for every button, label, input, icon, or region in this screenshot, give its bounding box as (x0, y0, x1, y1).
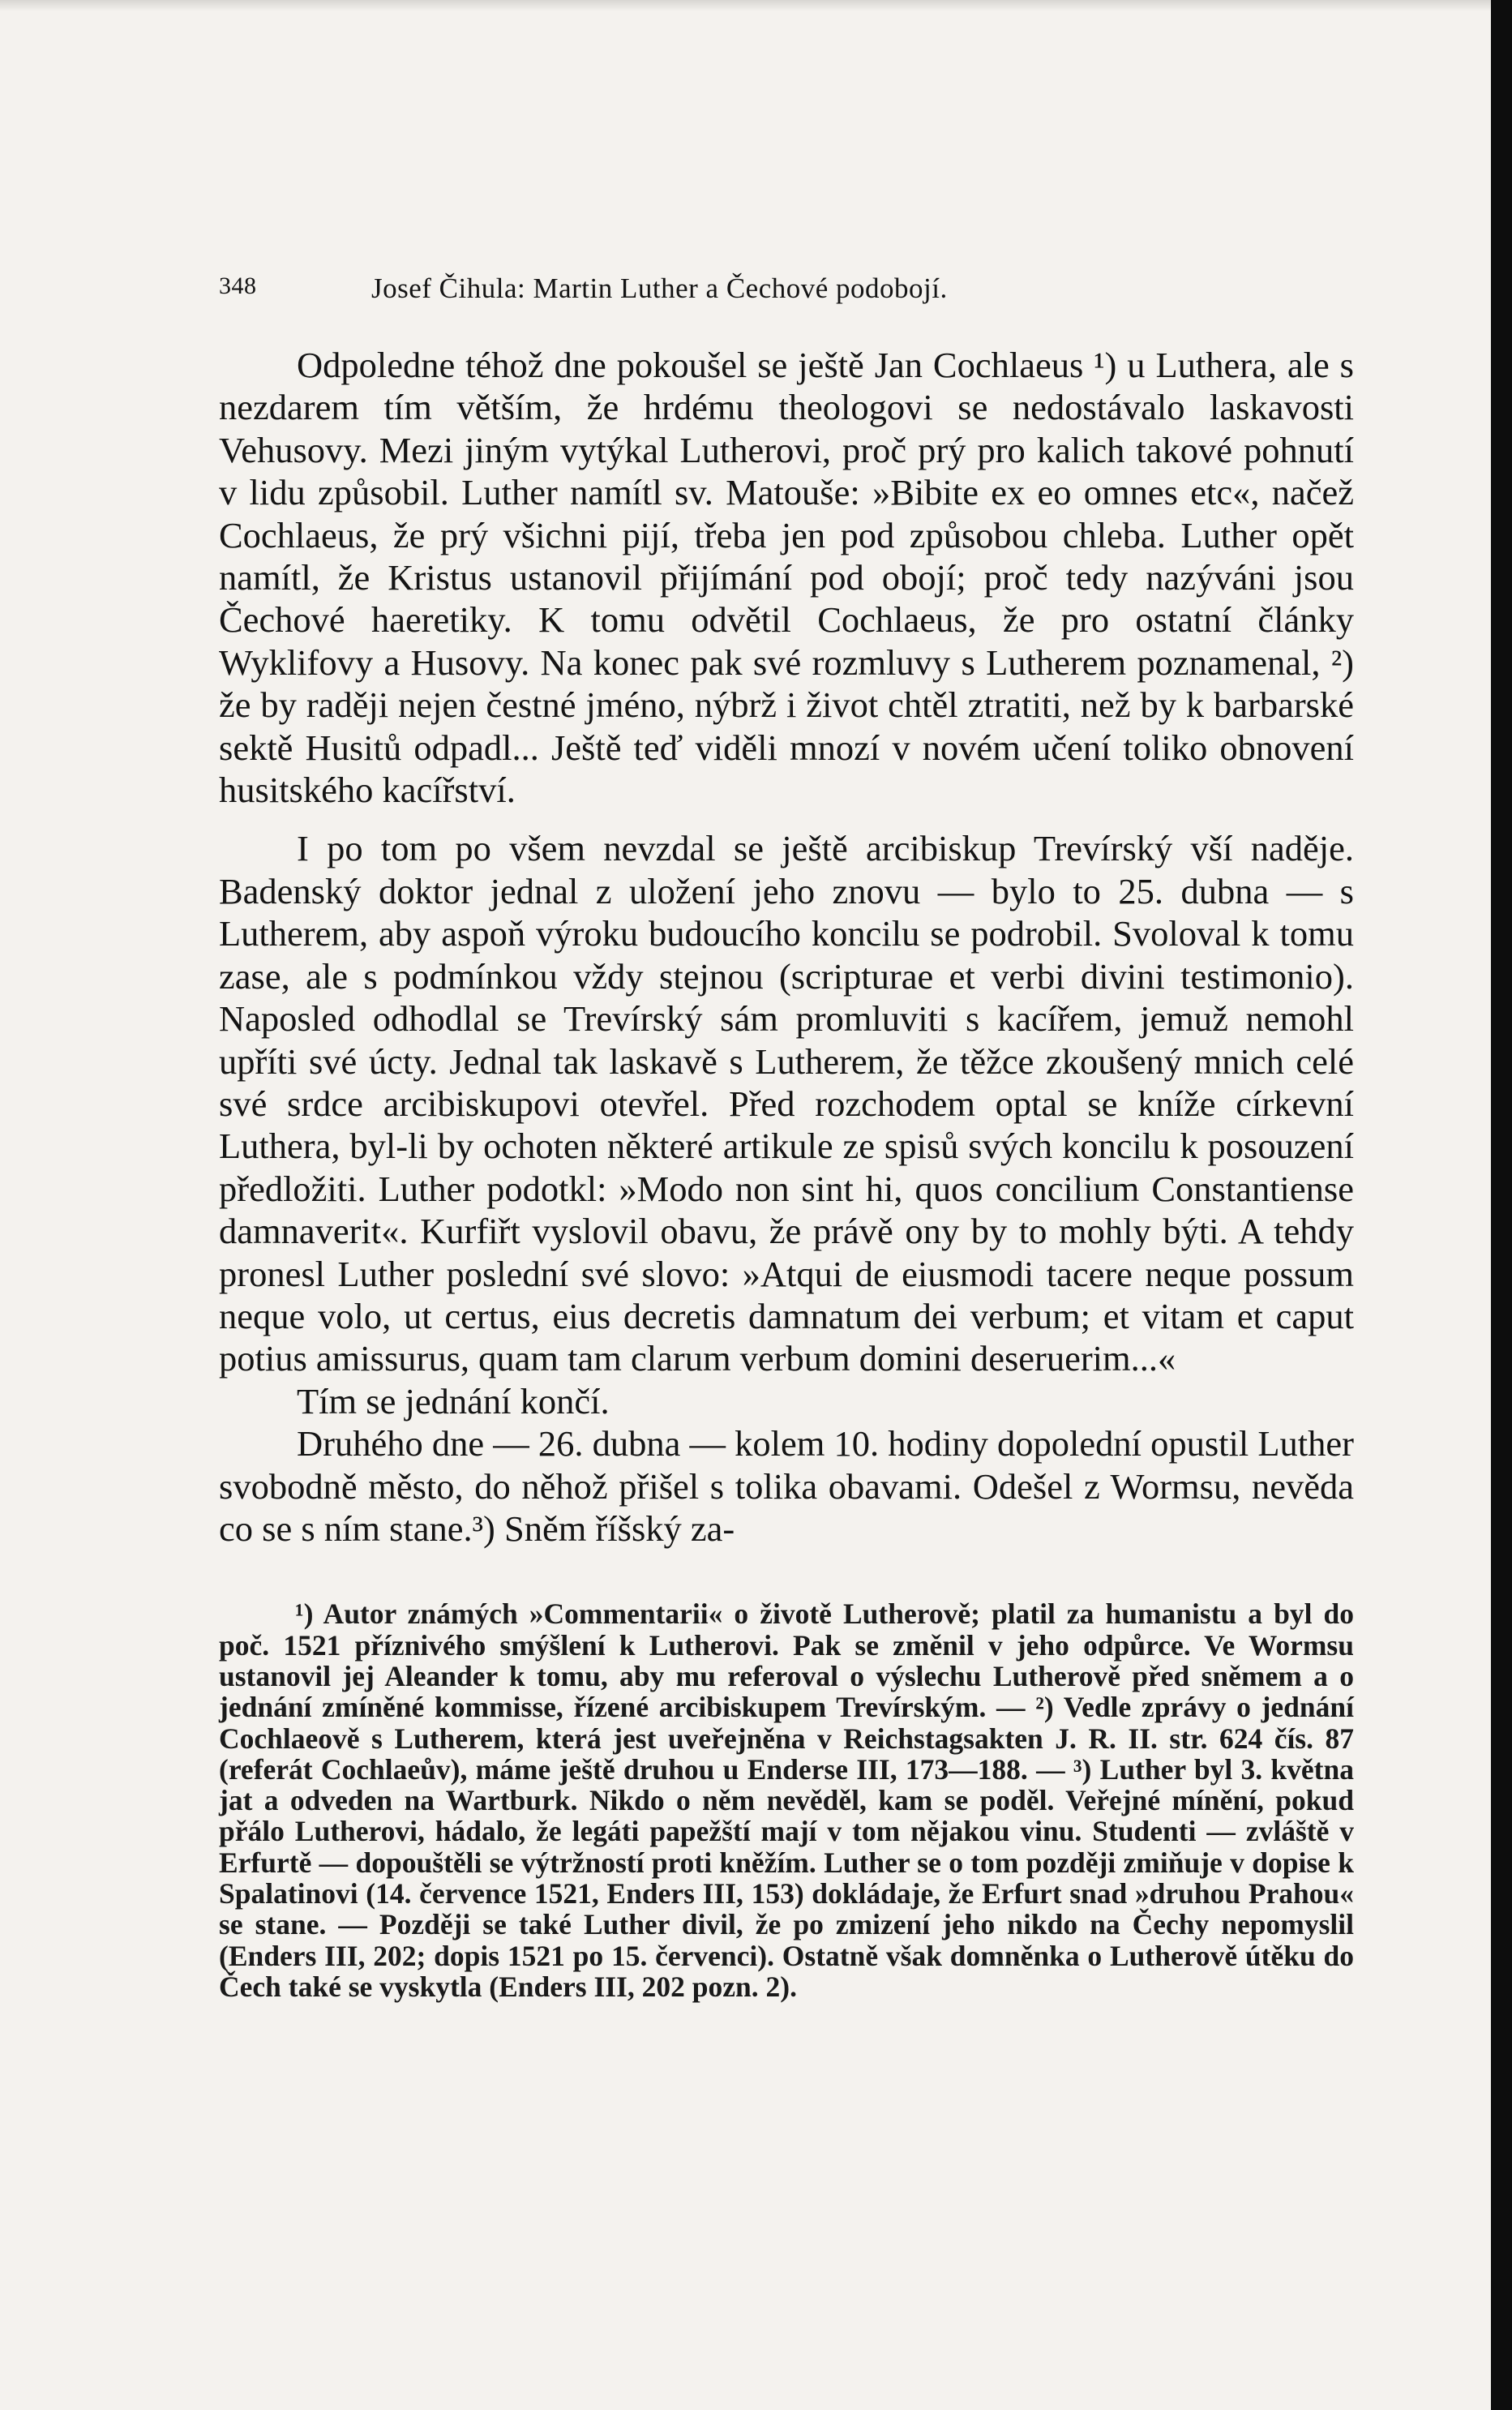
scan-shadow-top (0, 0, 1512, 11)
text-block (219, 272, 1354, 2002)
running-head (219, 272, 1354, 311)
paragraph-odjezd: Druhého dne — 26. dubna — kolem 10. hodiny dopolední opustil Luther svobodně město, do něhož přišel s tolika obavami. Odešel z Wormsu, nevěda co se s ním stane.³) Sněm říšský za- (219, 1423, 1354, 1549)
footnotes (219, 1598, 1354, 2002)
paragraph-trevir: I po tom po všem nevzdal se ještě arcibiskup Trevírský vší naděje. Badenský doktor jednal z uložení jeho znovu — bylo to 25. dubna — s Lutherem, aby aspoň výroku budoucího koncilu se podrobil. Svoloval k tomu zase, ale s podmínkou vždy stejnou (scripturae et verbi divini testimonio). Naposled odhodlal se Trevírský sám promluviti s kacířem, jemuž nemohl upříti své úcty. Jednal tak laskavě s Lutherem, že těžce zkoušený mnich celé své srdce arcibiskupovi otevřel. Před rozchodem optal se kníže církevní Luthera, byl-li by ochoten některé artikule ze spisů svých koncilu k posouzení předložiti. Luther podotkl: »Modo non sint hi, quos concilium Constantiense damnaverit«. Kurfiřt vyslovil obavu, že právě ony by to mohly býti. A tehdy pronesl Luther poslední své slovo: »Atqui de eiusmodi tacere neque possum neque volo, ut certus, eius decretis damnatum dei verbum; et vitam et caput potius amissurus, quam tam clarum verbum domini deseruerim...« (219, 828, 1354, 1379)
body-text (219, 344, 1354, 1550)
scan-border-right (1491, 0, 1512, 2410)
paragraph-cochlaeus: Odpoledne téhož dne pokoušel se ještě Jan Cochlaeus ¹) u Luthera, ale s nezdarem tím větším, že hrdému theologovi se nedostávalo laskavosti Vehusovy. Mezi jiným vytýkal Lutherovi, proč prý pro kalich takové pohnutí v lidu způsobil. Luther namítl sv. Matouše: »Bibite ex eo omnes etc«, načež Cochlaeus, že prý všichni pijí, třeba jen pod způsobou chleba. Luther opět namítl, že Kristus ustanovil přijímání pod obojí; proč tedy nazýváni jsou Čechové haeretiky. K tomu odvětil Cochlaeus, že pro ostatní články Wyklifovy a Husovy. Na konec pak své rozmluvy s Lutherem poznamenal, ²) že by raději nejen čestné jméno, nýbrž i život chtěl ztratiti, než by k barbarské sektě Husitů odpadl... Ještě teď viděli mnozí v novém učení toliko obnovení husitského kacířství. (219, 345, 1354, 811)
paragraph-jednani-konci: Tím se jednání končí. (297, 1380, 610, 1422)
footnote-text: ¹) Autor známých »Commentarii« o životě Lutherově; platil za humanistu a byl do poč. 1521 příznivého smýšlení k Lutherovi. Pak se změnil v jeho odpůrce. Ve Wormsu ustanovil jej Aleander k tomu, aby mu referoval o výslechu Lutherově před sněmem a o jednání zmíněné kommisse, řízené arcibiskupem Trevírským. — ²) Vedle zprávy o jednání Cochlaeově s Lutherem, která jest uveřejněna v Reichstagsakten J. R. II. str. 624 čís. 87 (referát Cochlaeův), máme ještě druhou u Enderse III, 173—188. — ³) Luther byl 3. května jat a odveden na Wartburk. Nikdo o něm nevěděl, kam se poděl. Veřejné mínění, pokud přálo Lutherovi, hádalo, že legáti papežští mají v tom nějakou vinu. Studenti — zvláště v Erfurtě — dopouštěli se výtržností proti kněžím. Luther se o tom později zmiňuje v dopise k Spalatinovi (14. července 1521, Enders III, 153) dokládaje, že Erfurt snad »druhou Prahou« se stane. — Později se také Luther divil, že po zmizení jeho nikdo na Čechy nepomyslil (Enders III, 202; dopis 1521 po 15. červenci). Ostatně však domněnka o Lutherově útěku do Čech také se vyskytla (Enders III, 202 pozn. 2). (219, 1597, 1354, 2003)
running-title: Josef Čihula: Martin Luther a Čechové podobojí. (371, 272, 948, 304)
page-number: 348 (219, 272, 257, 299)
